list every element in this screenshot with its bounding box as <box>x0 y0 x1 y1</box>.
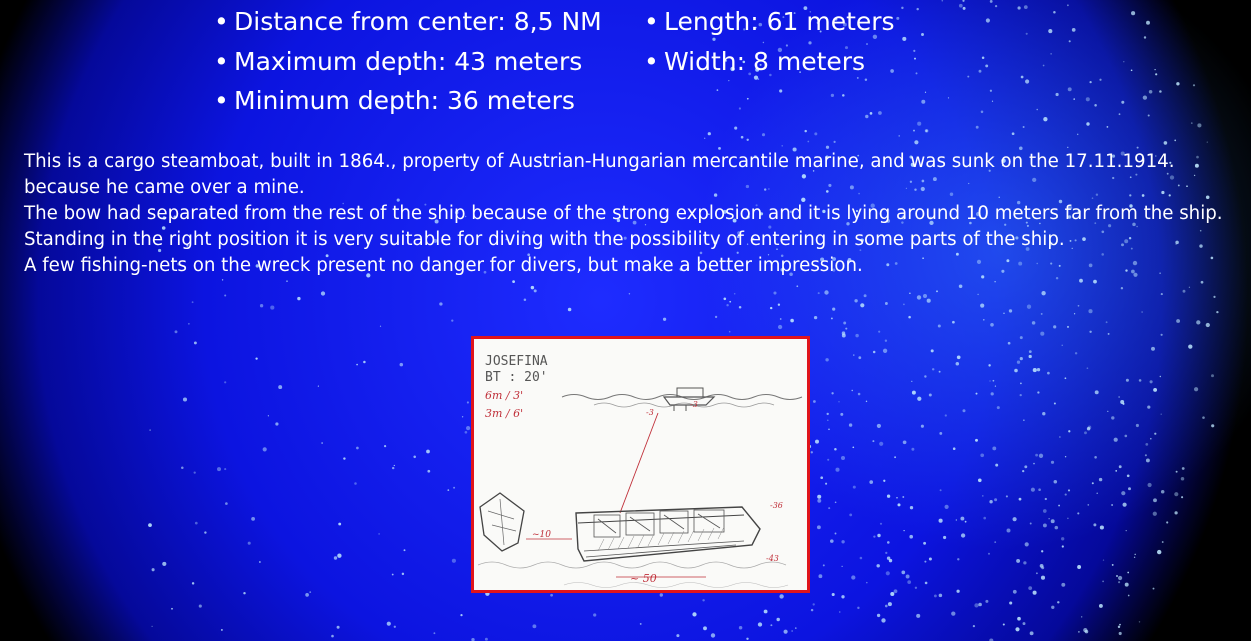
fact-distance: • Distance from center: 8,5 NM <box>214 2 602 42</box>
sketch-bow-distance: ~10 <box>532 530 551 540</box>
description-paragraph: A few fishing-nets on the wreck present no danger for divers, but make a better impression. <box>24 255 863 276</box>
sketch-title: JOSEFINA <box>485 354 548 369</box>
sketch-length: ~ 50 <box>630 572 657 585</box>
sketch-depth-buoy: -3 <box>690 400 698 409</box>
wreck-facts-left <box>214 2 602 121</box>
description-paragraph: The bow had separated from the rest of the ship because of the strong explosion and it is lying around 10 meters far from the ship. <box>24 203 1223 224</box>
sketch-bottom-time: BT : 20' <box>485 370 548 385</box>
wreck-facts-right <box>644 2 895 81</box>
wreck-sketch-image[interactable] <box>471 336 810 593</box>
sketch-deco-stop-1: 6m / 3' <box>485 389 524 402</box>
wreck-description <box>24 149 1239 279</box>
sketch-depth-bottom: -43 <box>766 554 779 563</box>
sketch-depth-surface: -3 <box>646 408 654 417</box>
sketch-deco-stop-2: 3m / 6' <box>485 407 524 420</box>
fact-length: • Length: 61 meters <box>644 2 895 42</box>
fact-min-depth: • Minimum depth: 36 meters <box>214 81 602 121</box>
fact-max-depth: • Maximum depth: 43 meters <box>214 42 602 82</box>
wreck-sketch <box>474 339 807 590</box>
description-paragraph: Standing in the right position it is very suitable for diving with the possibility of entering in some parts of the ship. <box>24 229 1065 250</box>
sketch-depth-top: -36 <box>770 501 783 510</box>
fact-width: • Width: 8 meters <box>644 42 895 82</box>
description-paragraph: This is a cargo steamboat, built in 1864., property of Austrian-Hungarian mercantile marine, and was sunk on the 17.11.1914. because he came over a mine. <box>24 151 1175 198</box>
